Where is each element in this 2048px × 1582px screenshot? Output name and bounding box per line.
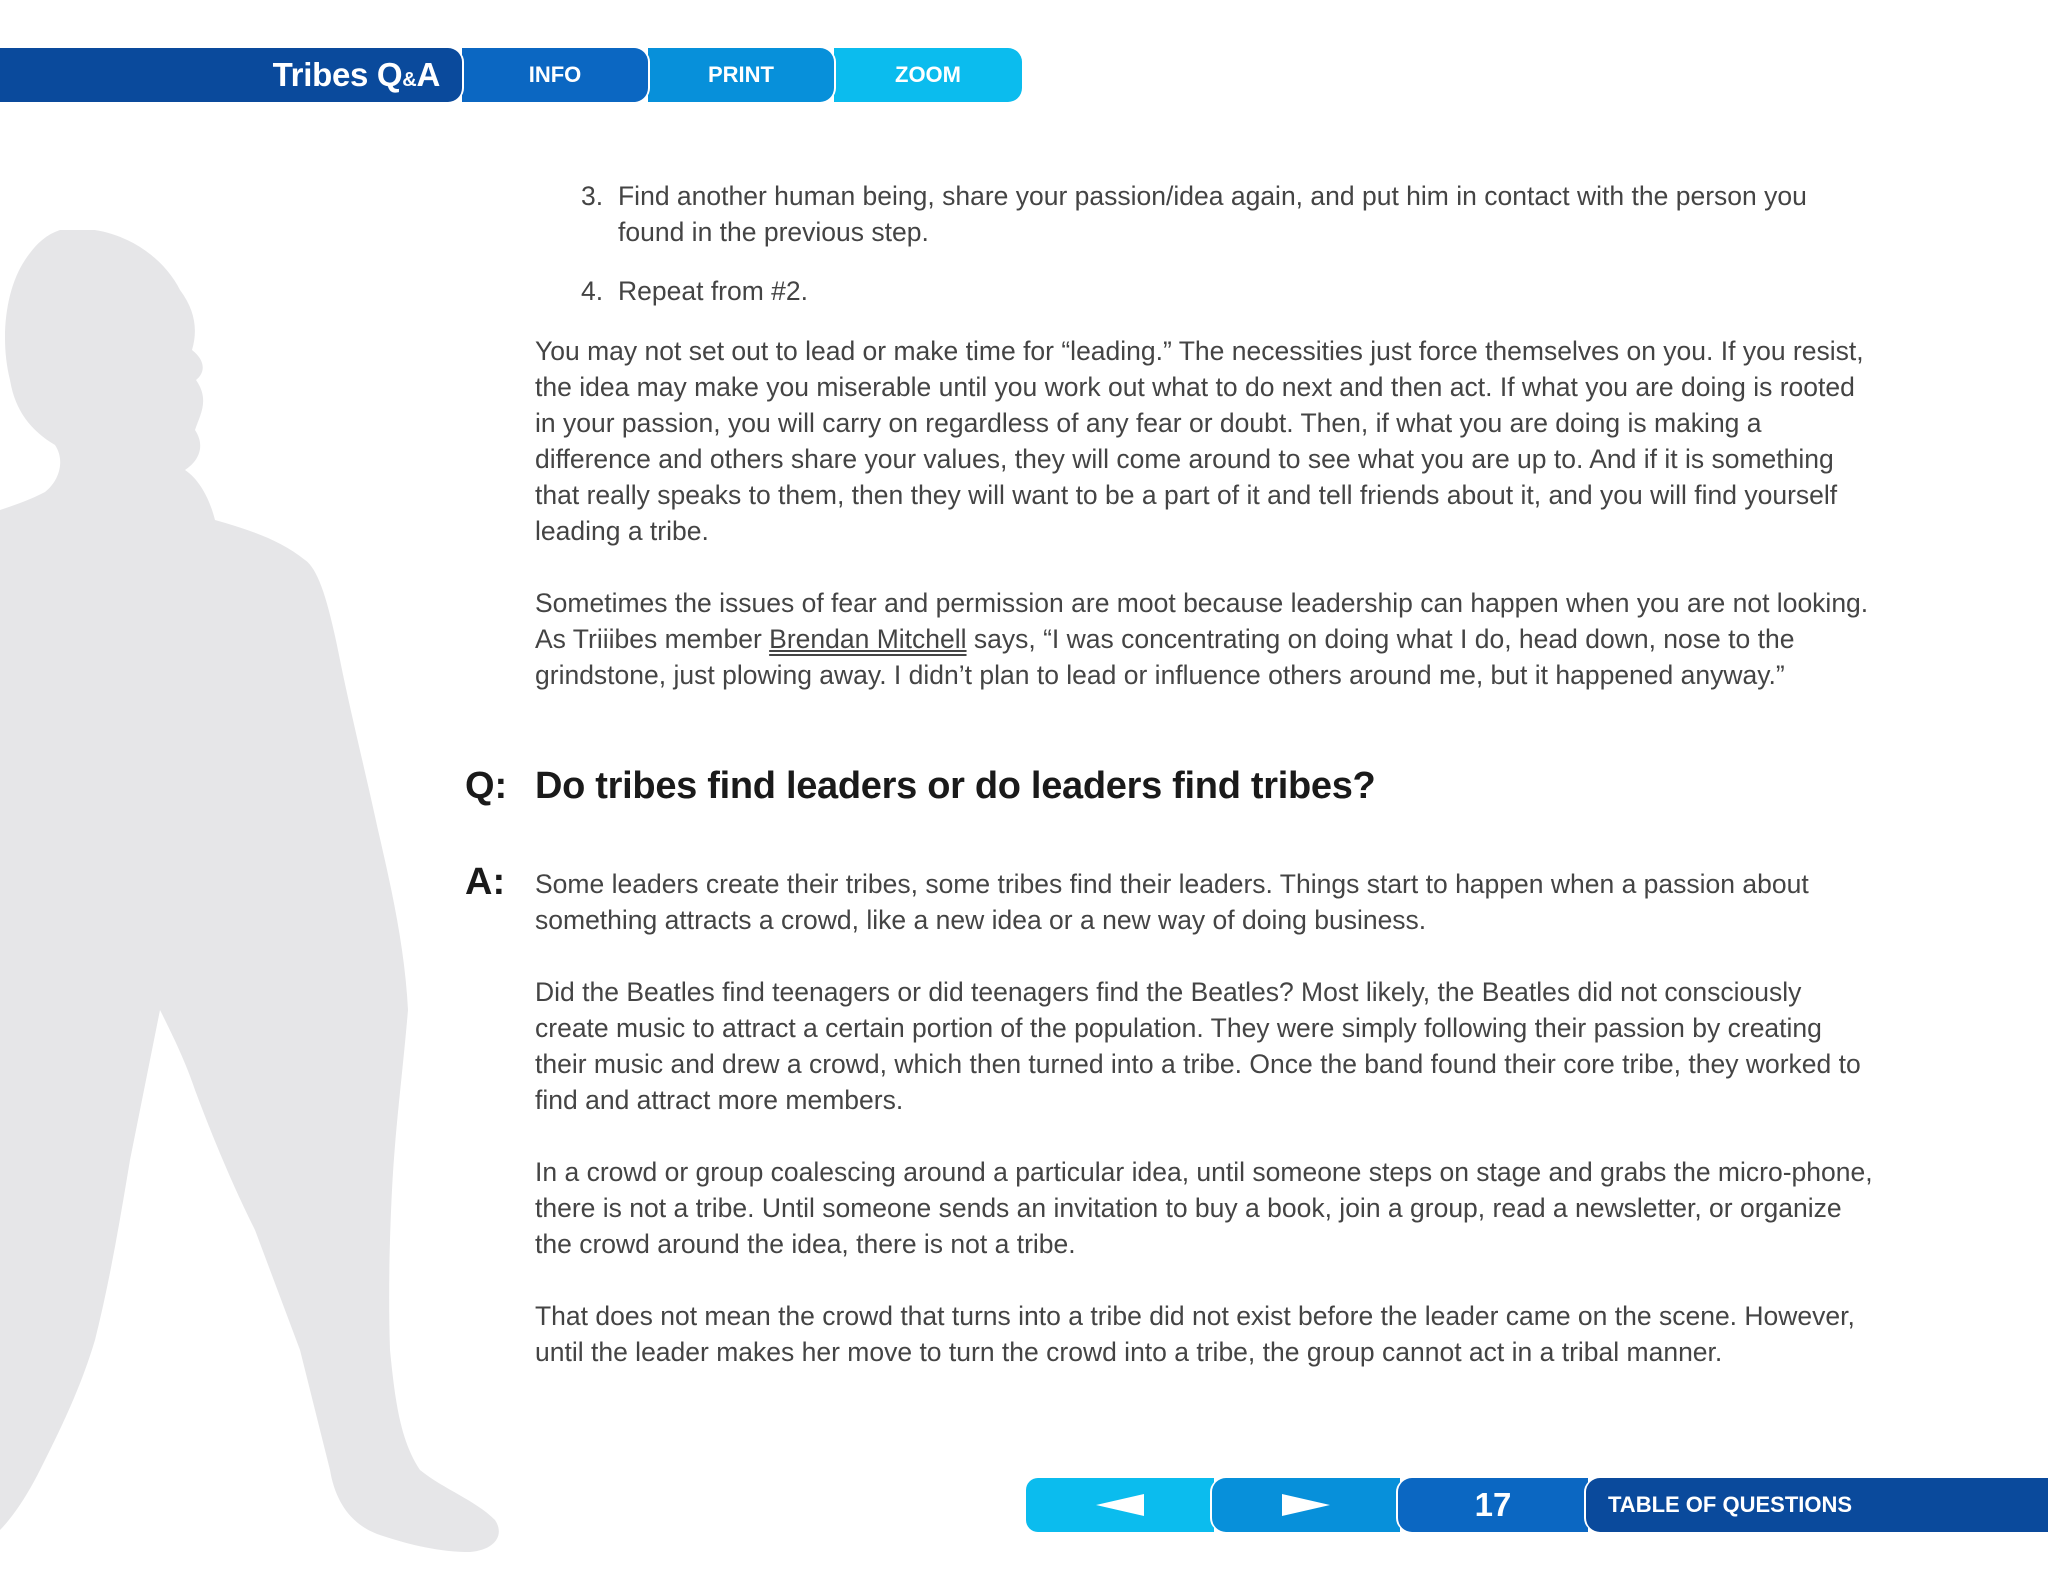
list-item-text: Repeat from #2. bbox=[618, 276, 809, 306]
paragraph bbox=[535, 585, 1875, 693]
zoom-tab-label: ZOOM bbox=[895, 62, 961, 87]
answer-label: A: bbox=[465, 861, 506, 903]
content-area bbox=[465, 178, 1875, 1406]
list-item-text: Find another human being, share your passion/idea again, and put him in contact with the person you found in the previous step. bbox=[618, 181, 1807, 247]
question-heading: Do tribes find leaders or do leaders find tribes? bbox=[535, 765, 1376, 807]
arrow-left-icon bbox=[1096, 1494, 1144, 1516]
list-item bbox=[535, 178, 1875, 250]
question-label: Q: bbox=[465, 765, 508, 807]
answer-paragraph: That does not mean the crowd that turns into a tribe did not exist before the leader came on the scene. However, until the leader makes her move to turn the crowd into a tribe, the group cannot act in a tribal manner. bbox=[535, 1301, 1855, 1367]
next-page-button[interactable] bbox=[1212, 1478, 1400, 1532]
brendan-mitchell-link[interactable]: Brendan Mitchell bbox=[769, 624, 967, 654]
man-silhouette-illustration bbox=[0, 230, 508, 1560]
previous-page-button[interactable] bbox=[1026, 1478, 1214, 1532]
list-item-number: 4. bbox=[581, 276, 604, 306]
print-tab[interactable] bbox=[648, 48, 834, 102]
answer-paragraph: Some leaders create their tribes, some tribes find their leaders. Things start to happen when a passion about something attracts a crowd, like a new idea or a new way of doing business. bbox=[535, 869, 1809, 935]
brand-tab bbox=[0, 48, 462, 102]
info-tab[interactable] bbox=[462, 48, 648, 102]
print-tab-label: PRINT bbox=[708, 62, 774, 87]
answer-paragraph: In a crowd or group coalescing around a particular idea, until someone steps on stage and grabs the micro-phone, there is not a tribe. Until someone sends an invitation to buy a book, join a group, read a newsletter, or organize the crowd around the idea, there is not a tribe. bbox=[535, 1157, 1873, 1259]
zoom-tab[interactable] bbox=[834, 48, 1022, 102]
question-answer-block bbox=[465, 761, 1875, 1370]
top-navigation bbox=[0, 48, 1022, 102]
info-tab-label: INFO bbox=[528, 62, 582, 87]
arrow-right-icon bbox=[1282, 1494, 1330, 1516]
table-of-questions-button[interactable] bbox=[1586, 1478, 2048, 1532]
paragraph: You may not set out to lead or make time for “leading.” The necessities just force themselves on you. If you resist, the idea may make you miserable until you work out what to do next and then act. If what you are doing is rooted in your passion, you will carry on regardless of any fear or doubt. Then, if what you are doing is making a difference and others share your values, they will come around to see what you are up to. And if it is something that really speaks to them, then they will want to be a part of it and tell friends about it, and you will find yourself leading a tribe. bbox=[535, 336, 1864, 546]
paragraph-text: says, “I was concentrating on doing what I do, head down, nose to the grindstone, just plowing away. I didn’t plan to lead or influence others around me, but it happened anyway.” bbox=[535, 624, 1795, 690]
paragraph-text: Sometimes the issues of fear and permission are moot because leadership can happen when you are not looking. As Triiibes member bbox=[535, 588, 1869, 654]
answer-paragraph: Did the Beatles find teenagers or did teenagers find the Beatles? Most likely, the Beatles did not consciously create music to attract a certain portion of the population. They were simply following their passion by creating their music and drew a crowd, which then turned into a tribe. Once the band found their core tribe, they worked to find and attract more members. bbox=[535, 977, 1861, 1115]
steps-list bbox=[535, 178, 1875, 309]
brand-title: Tribes Q&A bbox=[272, 56, 440, 93]
page-number: 17 bbox=[1398, 1478, 1588, 1532]
list-item-number: 3. bbox=[581, 181, 604, 211]
table-of-questions-label: TABLE OF QUESTIONS bbox=[1608, 1492, 1853, 1517]
list-item bbox=[535, 273, 1875, 309]
answer-block bbox=[465, 861, 1875, 1370]
bottom-navigation bbox=[1026, 1478, 2048, 1532]
question-row bbox=[465, 761, 1875, 811]
